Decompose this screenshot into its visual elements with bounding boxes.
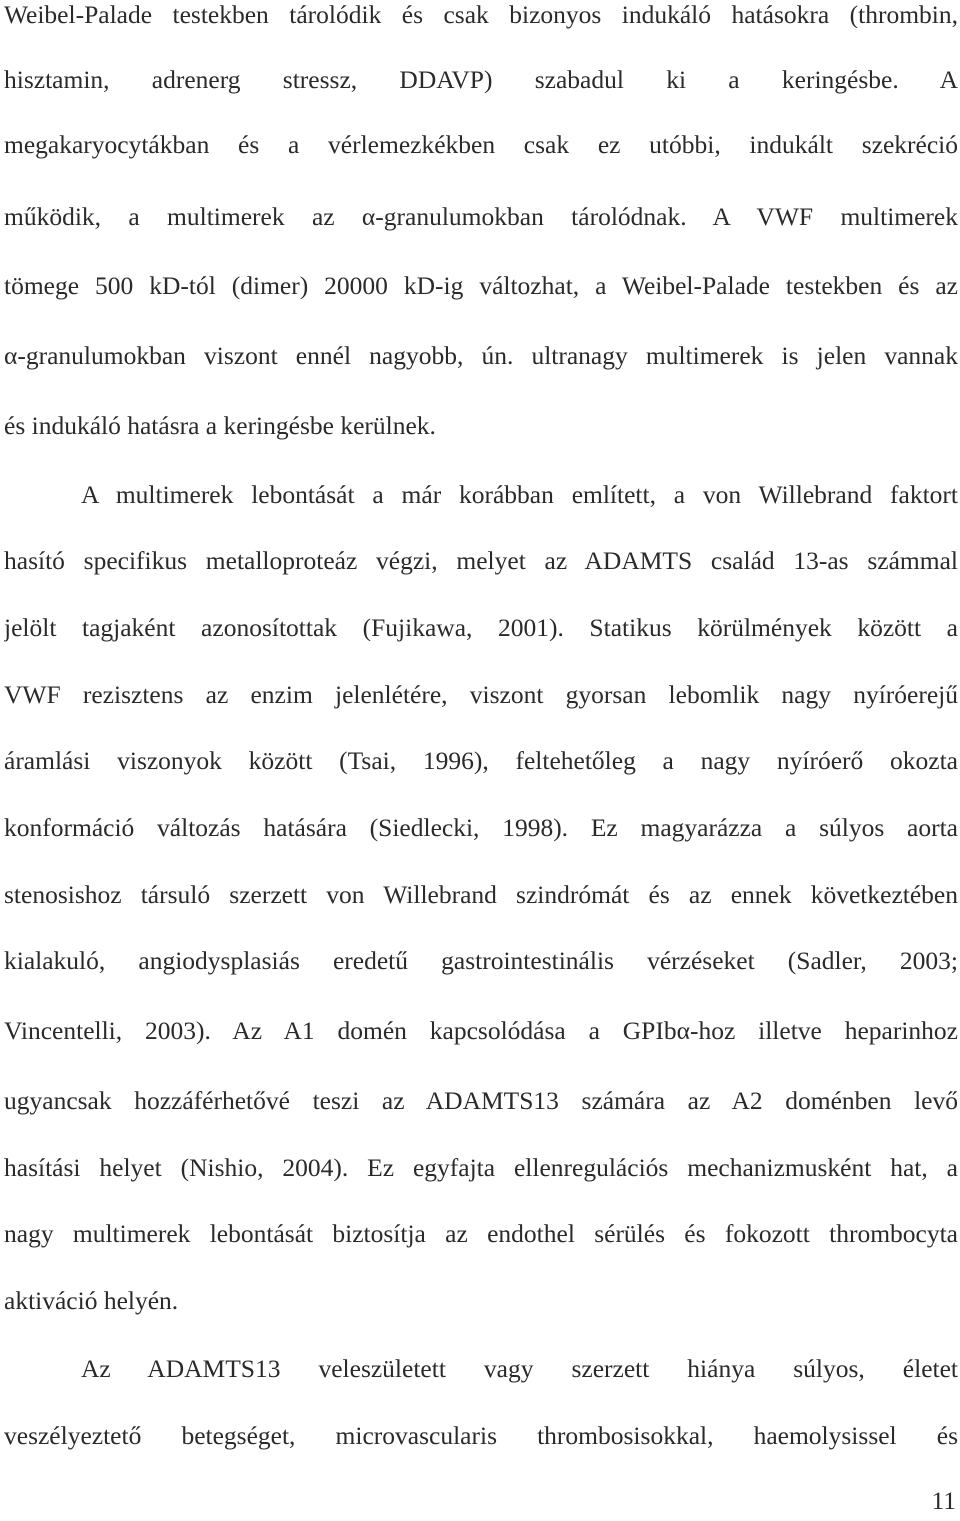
text-line: működik, a multimerek az α-granulumokban tárolódnak. A VWF multimerek xyxy=(4,202,958,231)
text-line: VWF rezisztens az enzim jelenlétére, viszont gyorsan lebomlik nagy nyíróerejű xyxy=(4,680,958,709)
text-line: Weibel-Palade testekben tárolódik és csak bizonyos indukáló hatásokra (thrombin, xyxy=(4,0,958,29)
text-line: tömege 500 kD-tól (dimer) 20000 kD-ig változhat, a Weibel-Palade testekben és az xyxy=(4,271,958,300)
text-line: hasítási helyet (Nishio, 2004). Ez egyfajta ellenregulációs mechanizmusként hat, a xyxy=(4,1153,958,1182)
text-line: hisztamin, adrenerg stressz, DDAVP) szabadul ki a keringésbe. A xyxy=(4,65,958,94)
text-line: konformáció változás hatására (Siedlecki, 1998). Ez magyarázza a súlyos aorta xyxy=(4,813,958,842)
text-line: veszélyeztető betegséget, microvascularis thrombosisokkal, haemolysissel és xyxy=(4,1421,958,1450)
text-line: aktiváció helyén. xyxy=(4,1286,179,1315)
text-line: ugyancsak hozzáférhetővé teszi az ADAMTS13 számára az A2 doménben levő xyxy=(4,1086,958,1115)
text-line: stenosishoz társuló szerzett von Willebrand szindrómát és az ennek következtében xyxy=(4,880,958,909)
text-line: nagy multimerek lebontását biztosítja az endothel sérülés és fokozott thrombocyta xyxy=(4,1219,958,1248)
text-line: hasító specifikus metalloproteáz végzi, melyet az ADAMTS család 13-as számmal xyxy=(4,546,958,575)
paragraph-first-line: A multimerek lebontását a már korábban említett, a von Willebrand faktort xyxy=(81,480,958,509)
text-line: α-granulumokban viszont ennél nagyobb, ún. ultranagy multimerek is jelen vannak xyxy=(4,341,958,370)
page-number: 11 xyxy=(931,1486,956,1515)
text-line: és indukáló hatásra a keringésbe kerülnek. xyxy=(4,411,436,440)
text-line: áramlási viszonyok között (Tsai, 1996), feltehetőleg a nagy nyíróerő okozta xyxy=(4,746,958,775)
text-line: Vincentelli, 2003). Az A1 domén kapcsolódása a GPIbα-hoz illetve heparinhoz xyxy=(4,1016,958,1045)
text-line: megakaryocytákban és a vérlemezkékben csak ez utóbbi, indukált szekréció xyxy=(4,130,958,159)
text-line: jelölt tagjaként azonosítottak (Fujikawa, 2001). Statikus körülmények között a xyxy=(4,613,958,642)
text-line: kialakuló, angiodysplasiás eredetű gastrointestinális vérzéseket (Sadler, 2003; xyxy=(4,946,958,975)
paragraph-first-line: Az ADAMTS13 veleszületett vagy szerzett hiánya súlyos, életet xyxy=(81,1354,958,1383)
